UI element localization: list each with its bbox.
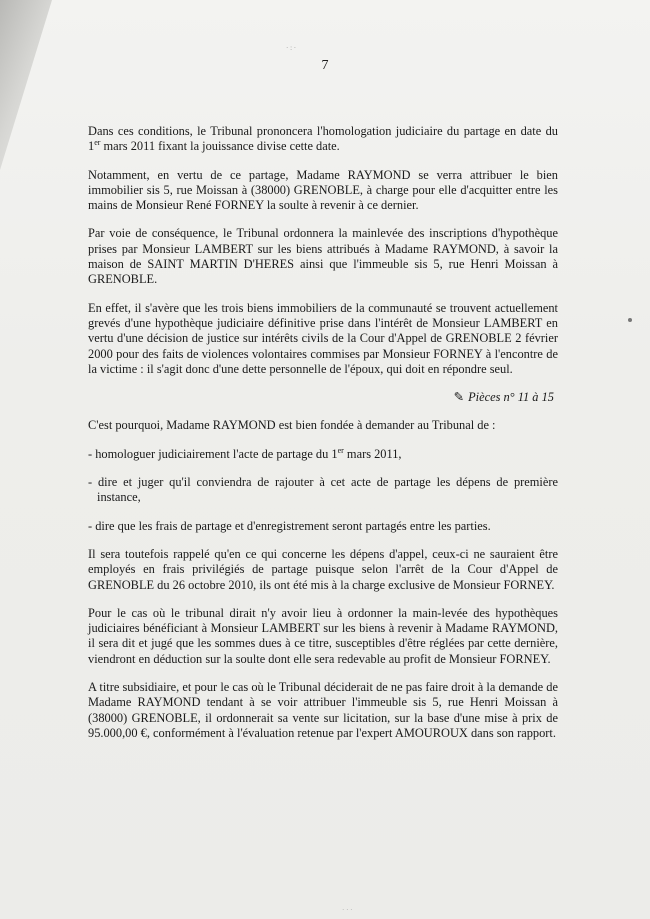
scan-mark-bottom: · · ·: [342, 906, 353, 914]
scan-speck: [628, 318, 632, 322]
page-number: 7: [321, 58, 329, 73]
request-item-frais: - dire que les frais de partage et d'enregistrement seront partagés entre les parties.: [88, 518, 491, 533]
paragraph-depens-appel: Il sera toutefois rappelé qu'en ce qui concerne les dépens d'appel, ceux-ci ne sauraient être employés en frais privilégiés de partage puisque selon l'arrêt de la Cour d'Appel de GRENOBLE du 26 octobre 2010, ils ont été mis à la charge exclusive de Monsieur FORNEY.: [88, 546, 558, 592]
paragraph-hypotheque: En effet, il s'avère que les trois biens immobiliers de la communauté se trouvent actuellement grevés d'une hypothèque judiciaire définitive prise dans l'intérêt de Monsieur LAMBERT en vertu d'une décision de justice sur intérêts civils de la Cour d'Appel de GRENOBLE 2 février 2000 pour des faits de violences volontaires commises par Monsieur FORNEY à l'encontre de la victime : il s'agit donc d'une dette personnelle de l'époux, qui doit en répondre seul.: [88, 300, 558, 376]
request-item-depens: - dire et juger qu'il conviendra de rajouter à cet acte de partage les dépens de première instance,: [88, 475, 558, 505]
request-item-homologuer: - homologuer judiciairement l'acte de partage du 1er mars 2011,: [88, 445, 402, 461]
paragraph-demande: C'est pourquoi, Madame RAYMOND est bien fondée à demander au Tribunal de :: [88, 418, 496, 433]
pointing-hand-icon: ✎: [453, 390, 465, 405]
paragraph-mainlevee: Par voie de conséquence, le Tribunal ordonnera la mainlevée des inscriptions d'hypothèque prises par Monsieur LAMBERT sur les biens attribués à Madame RAYMOND, à savoir la maison de SAINT MARTIN D'HERES ainsi que l'immeuble sis 5, rue Henri Moissan à GRENOBLE.: [88, 226, 558, 287]
paragraph-main-levee-subsidiaire: Pour le cas où le tribunal dirait n'y avoir lieu à ordonner la main-levée des hypothèques judiciaires bénéficiant à Monsieur LAMBERT sur les biens à revenir à Madame RAYMOND, il sera dit et jugé que les sommes dues à ce titre, susceptibles d'être réglées par cette dernière, viendront en déduction sur la soulte dont elle sera redevable au profit de Monsieur FORNEY.: [88, 605, 558, 666]
exhibit-reference: ✎ Pièces n° 11 à 15: [453, 390, 554, 405]
paragraph-homologation: Dans ces conditions, le Tribunal prononcera l'homologation judiciaire du partage en date du 1er mars 2011 fixant la jouissance divise cette date.: [88, 124, 558, 154]
paragraph-attribution: Notamment, en vertu de ce partage, Madame RAYMOND se verra attribuer le bien immobilier sis 5, rue Moissan à (38000) GRENOBLE, à charge pour elle d'acquitter entre les mains de Monsieur René FORNEY la soulte à revenir à ce dernier.: [88, 167, 558, 213]
page-fold-shadow: [0, 0, 52, 170]
document-body: [88, 124, 558, 754]
paragraph-licitation: A titre subsidiaire, et pour le cas où le Tribunal déciderait de ne pas faire droit à la demande de Madame RAYMOND tendant à se voir attribuer l'immeuble sis 5, rue Henri Moissan à (38000) GRENOBLE, il ordonnerait sa vente sur licitation, sur la base d'une mise à prix de 95.000,00 €, conformément à l'évaluation retenue par l'expert AMOUROUX dans son rapport.: [88, 680, 558, 740]
scan-mark-top: · : ·: [286, 44, 297, 52]
